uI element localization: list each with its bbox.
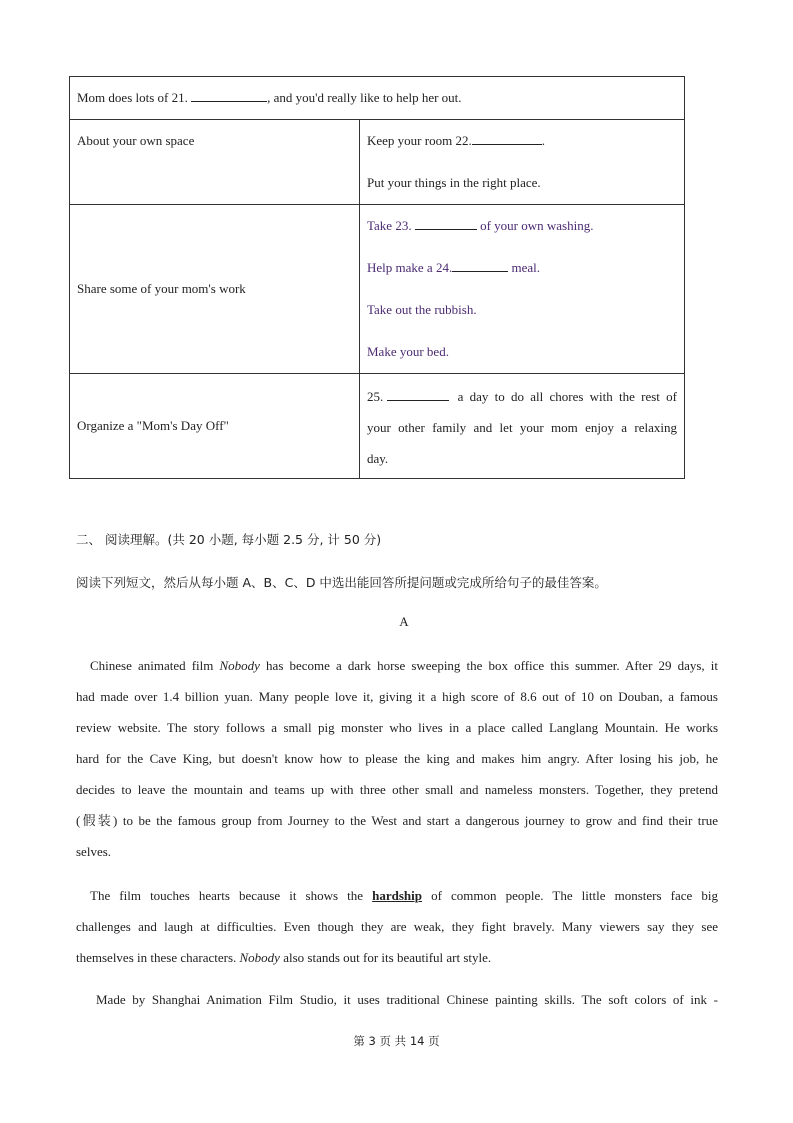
- row-text: Keep your room 22.: [367, 133, 472, 148]
- header-prefix: Mom does lots of: [77, 90, 172, 105]
- section-heading: 二、 阅读理解。(共 20 小题, 每小题 2.5 分, 计 50 分): [76, 532, 382, 547]
- table-row: [70, 205, 685, 374]
- underlined-word: hardship: [372, 888, 423, 903]
- row-text: of your own washing.: [480, 218, 594, 233]
- row-text: Take out the rubbish.: [367, 302, 477, 317]
- row-right-cell: [360, 205, 685, 374]
- film-title: Nobody: [219, 658, 260, 673]
- row-right-cell: [360, 374, 685, 479]
- row-left-cell: [70, 374, 360, 479]
- passage-paragraph-1: Chinese animated film Nobody has become a dark horse sweeping the box office this summer. After 29 days, it had made over 1.4 billion yuan. Many people love it, giving it a high score of 8.6 out of 10 on Douban, a famous review website. The story follows a small pig monster who lives in a place called Langlang Mountain. He works hard for the Cave King, but doesn't know how to please the king and makes him angry. After losing his job, he decides to leave the mountain and teams up with three other small and nameless monsters. Together, they pretend (假装) to be the famous group from Journey to the West and start a dangerous journey to grow and find their true selves.: [76, 658, 718, 859]
- header-number: 21.: [171, 90, 188, 105]
- row-left-label: Organize a "Mom's Day Off": [77, 418, 229, 433]
- answer-blank-24[interactable]: [452, 259, 508, 272]
- table-header-row: [70, 77, 685, 120]
- row-text: Help make a 24.: [367, 260, 453, 275]
- row-left-label: Share some of your mom's work: [77, 281, 246, 296]
- row-left-cell: [70, 120, 360, 205]
- answer-blank-25[interactable]: [387, 388, 449, 401]
- row-left-cell: [70, 205, 360, 374]
- page-footer: 第 3 页 共 14 页: [353, 1034, 440, 1048]
- row-text: your other family and let your mom enjoy a relaxing: [367, 419, 677, 435]
- row-text: Put your things in the right place.: [367, 175, 541, 190]
- passage-paragraph-3: Made by Shanghai Animation Film Studio, it uses traditional Chinese painting skills. The soft colors of ink -: [96, 992, 718, 1007]
- table-header-cell: [70, 77, 685, 120]
- outline-table: [69, 76, 685, 479]
- passage-label: A: [399, 614, 409, 629]
- row-right-cell: [360, 120, 685, 205]
- answer-blank-23[interactable]: [415, 217, 477, 230]
- row-text: Make your bed.: [367, 344, 449, 359]
- table-row: [70, 374, 685, 479]
- answer-blank-22[interactable]: [472, 132, 542, 145]
- passage-paragraph-2: The film touches hearts because it shows the hardship of common people. The little monsters face big challenges and laugh at difficulties. Even though they are weak, they fight bravely. Many viewers say they see themselves in these characters. Nobody also stands out for its beautiful art style.: [76, 888, 718, 965]
- row-text: a day to do all chores with the rest of: [457, 388, 677, 404]
- row-text: meal.: [511, 260, 540, 275]
- row-text: .: [541, 133, 545, 148]
- header-suffix: , and you'd really like to help her out.: [267, 90, 462, 105]
- table-row: [70, 120, 685, 205]
- row-left-label: About your own space: [77, 133, 195, 148]
- row-text: day.: [367, 450, 389, 466]
- film-title: Nobody: [239, 950, 280, 965]
- answer-blank-21[interactable]: [191, 89, 267, 102]
- row-text: 25.: [367, 388, 384, 404]
- row-text: Take 23.: [367, 218, 412, 233]
- section-instruction: 阅读下列短文，然后从每小题 A、B、C、D 中选出能回答所提问题或完成所给句子的最佳答案。: [76, 575, 607, 590]
